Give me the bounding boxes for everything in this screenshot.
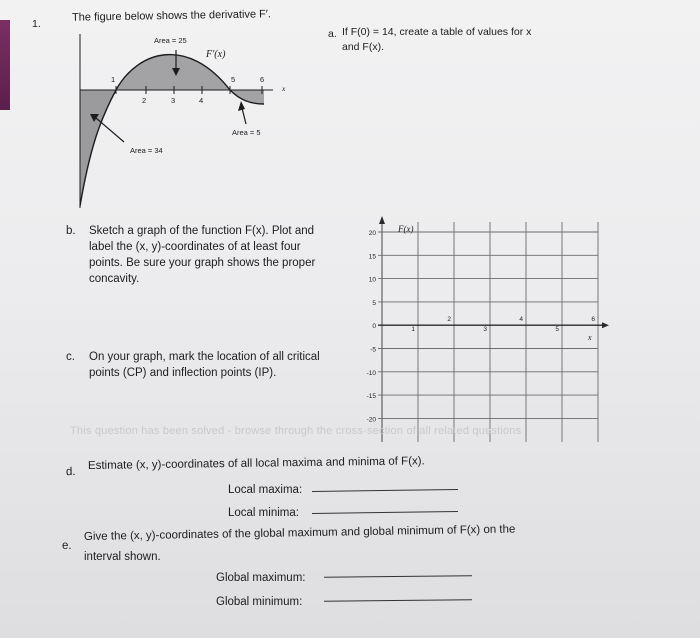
grid-y-tick-label: 20	[368, 230, 376, 237]
area-right-shade	[230, 90, 264, 104]
grid-y-arrowhead	[379, 216, 385, 224]
question-number: 1.	[32, 18, 41, 30]
grid-y-tick-label: -5	[370, 346, 376, 354]
global-min-label: Global minimum:	[216, 596, 303, 608]
part-b-letter: b.	[66, 225, 76, 237]
page-edge-shadow	[0, 20, 10, 110]
grid-x-tick-label: 1	[411, 326, 415, 334]
tick-label-2: 2	[142, 96, 147, 105]
part-e-line-2: interval shown.	[84, 551, 161, 563]
part-b-line-1: Sketch a graph of the function F(x). Plot and	[89, 225, 315, 237]
tick-label-3: 3	[171, 96, 176, 105]
part-b-line-3: points. Be sure your graph shows the proper	[89, 257, 316, 269]
area-right-arrowhead	[238, 101, 245, 111]
grid-y-tick-label: 15	[368, 253, 376, 261]
part-e-line-1: Give the (x, y)-coordinates of the global maximum and global minimum of F(x) on the	[83, 523, 516, 543]
area-left-label: Area = 34	[130, 146, 163, 155]
tick-label-4: 4	[199, 96, 204, 105]
tick-label-6: 6	[260, 75, 265, 84]
question-prompt: The figure below shows the derivative F′.	[71, 8, 272, 24]
watermark-text: This question has been solved - browse through the cross-section of all related questions	[70, 425, 522, 437]
part-e-letter: e.	[62, 540, 72, 552]
part-b-line-4: concavity.	[89, 273, 140, 285]
local-maxima-blank[interactable]	[312, 489, 458, 492]
grid-x-tick-label: 2	[447, 316, 451, 324]
grid-y-tick-label: -10	[366, 369, 376, 377]
grid-y-tick-label: -20	[366, 416, 376, 424]
part-c-line-1: On your graph, mark the location of all critical	[89, 351, 320, 363]
grid-y-tick-label: 5	[372, 299, 376, 307]
part-c-letter: c.	[66, 351, 75, 363]
grid-x-tick-label: 4	[519, 316, 523, 324]
part-a-line-2: and F(x).	[342, 41, 385, 53]
local-minima-blank[interactable]	[312, 511, 458, 514]
fprime-label: F′(x)	[206, 49, 226, 60]
derivative-figure	[68, 28, 298, 228]
grid-y-tick-label: 0	[372, 323, 376, 331]
tick-label-5: 5	[231, 75, 236, 84]
global-max-label: Global maximum:	[216, 572, 306, 584]
part-d-prompt: Estimate (x, y)-coordinates of all local maxima and minima of F(x).	[87, 455, 425, 472]
grid-x-tick-label: 3	[483, 326, 487, 334]
tick-label-1: 1	[111, 75, 116, 84]
area-right-pointer	[242, 108, 246, 124]
area-left-shade	[80, 90, 116, 206]
grid-x-tick-label: 5	[555, 326, 559, 334]
area-left-pointer	[96, 118, 124, 142]
global-min-blank[interactable]	[324, 599, 472, 602]
part-c-line-2: points (CP) and inflection points (IP).	[89, 367, 277, 379]
fig1-x-label: x	[282, 84, 286, 93]
part-a-line-1: If F(0) = 14, create a table of values for x	[342, 26, 532, 38]
local-maxima-label: Local maxima:	[228, 484, 303, 496]
area-top-label: Area = 25	[154, 36, 187, 45]
grid-x-tick-label: 6	[591, 316, 595, 324]
global-max-blank[interactable]	[324, 575, 472, 578]
local-minima-label: Local minima:	[228, 507, 299, 519]
grid-x-arrowhead	[602, 322, 609, 328]
grid-y-tick-label: -15	[366, 393, 376, 401]
part-d-letter: d.	[65, 465, 76, 479]
part-b-line-2: label the (x, y)-coordinates of at least four	[89, 241, 301, 253]
grid-y-tick-label: 10	[368, 276, 376, 284]
grid-x-label: x	[588, 333, 592, 342]
answer-grid[interactable]	[362, 210, 622, 450]
grid-y-label: F(x)	[398, 224, 414, 234]
part-a-letter: a.	[328, 28, 337, 40]
area-right-label: Area = 5	[232, 128, 261, 137]
